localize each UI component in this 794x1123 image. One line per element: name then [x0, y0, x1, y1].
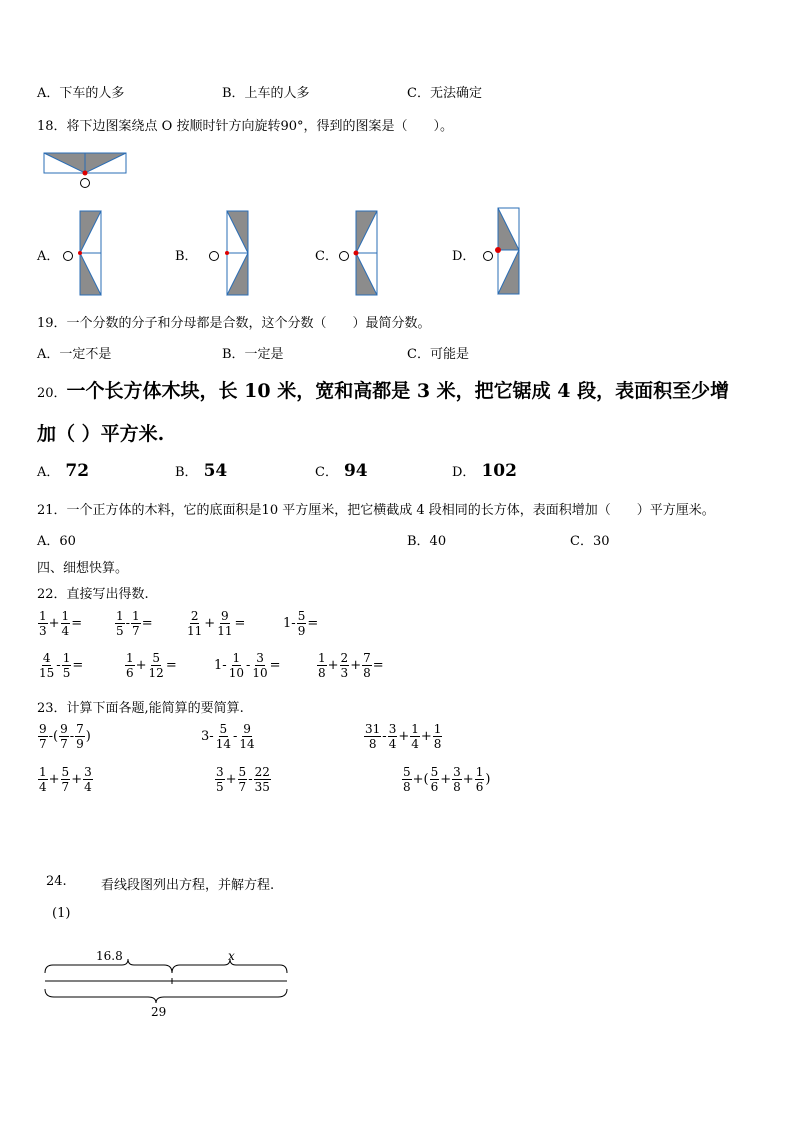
q23-expression-6: $\frac{5}{8}$ +( $\frac{5}{6}$ + $\frac{3}{8}$ + $\frac{1}{6}$ ): [403, 765, 491, 794]
question-20-line2: 加（ ）平方米.: [37, 423, 165, 445]
q18-label-c: C．: [315, 249, 338, 264]
q18-option-a-figure: [58, 208, 108, 298]
q22-expression-4: 1 - $\frac{5}{9}$ =: [283, 609, 319, 638]
question-22-stem: 22．直接写出得数.: [37, 587, 149, 602]
question-23-stem: 23．计算下面各题,能简算的要简算.: [37, 701, 244, 716]
q20-option-c: C． 94: [315, 461, 368, 481]
q22-expression-1: $\frac{1}{3}$ + $\frac{1}{4}$ =: [39, 609, 83, 638]
option-a: A．下车的人多: [37, 86, 125, 101]
q22-expression-6: $\frac{1}{6}$ + $\frac{5}{12}$ =: [126, 651, 177, 680]
q22-expression-2: $\frac{1}{5}$ - $\frac{1}{7}$ =: [116, 609, 153, 638]
q23-expression-3: $\frac{31}{8}$ - $\frac{3}{4}$ + $\frac{1}{4}$ + $\frac{1}{8}$: [365, 722, 442, 751]
q18-label-d: D．: [452, 249, 476, 264]
option-c: C．无法确定: [407, 86, 482, 101]
q21-option-a: A．60: [37, 534, 76, 549]
q19-option-a: A．一定不是: [37, 347, 112, 362]
q18-option-d-figure: [476, 205, 526, 297]
q18-label-a: A．: [37, 249, 60, 264]
q24-part-1-label: (1): [52, 906, 71, 921]
q23-expression-2: 3 - $\frac{5}{14}$ - $\frac{9}{14}$: [201, 722, 255, 751]
diagram-left-label: 16.8: [96, 949, 123, 963]
option-b: B．上车的人多: [222, 86, 310, 101]
q20-option-b: B． 54: [175, 461, 228, 481]
diagram-total-label: 29: [151, 1005, 167, 1019]
question-19-stem: 19．一个分数的分子和分母都是合数，这个分数（ ）最简分数。: [37, 316, 431, 331]
q18-original-figure: [40, 150, 132, 190]
q18-option-c-figure: [333, 208, 383, 298]
q22-expression-7: 1 - $\frac{1}{10}$ - $\frac{3}{10}$ =: [214, 651, 281, 680]
q21-option-b: B．40: [407, 534, 447, 549]
q20-number: 20．: [37, 386, 67, 401]
question-24-stem: 看线段图列出方程，并解方程.: [101, 878, 275, 893]
q21-option-c: C．30: [570, 534, 610, 549]
q22-expression-5: $\frac{4}{15}$ - $\frac{1}{5}$ =: [39, 651, 84, 680]
q20-text-line1: 一个长方体木块，长 10 米，宽和高都是 3 米，把它锯成 4 段，表面积至少增: [66, 380, 730, 402]
q24-line-segment-diagram: [40, 945, 300, 1025]
q20-option-d: D． 102: [452, 461, 517, 481]
question-24-number: 24.: [46, 874, 67, 889]
q18-option-b-figure: [205, 208, 255, 298]
question-18-stem: 18．将下边图案绕点 O 按顺时针方向旋转90°，得到的图案是（ ）。: [37, 119, 454, 134]
q19-option-c: C．可能是: [407, 347, 469, 362]
question-21-stem: 21．一个正方体的木料，它的底面积是10 平方厘米，把它横截成 4 段相同的长方体，表面积增加（ ）平方厘米。: [37, 503, 715, 518]
question-20-line1: [37, 376, 729, 403]
q22-expression-8: $\frac{1}{8}$ + $\frac{2}{3}$ + $\frac{7}{8}$ =: [318, 651, 384, 680]
diagram-right-label: x: [228, 949, 235, 963]
section-4-heading: 四、细想快算。: [37, 561, 129, 576]
q23-expression-4: $\frac{1}{4}$ + $\frac{5}{7}$ + $\frac{3}{4}$: [39, 765, 92, 794]
q19-option-b: B．一定是: [222, 347, 284, 362]
q18-label-b: B．: [175, 249, 198, 264]
q22-expression-3: $\frac{2}{11}$ + $\frac{9}{11}$ =: [187, 609, 246, 638]
q23-expression-5: $\frac{3}{5}$ + $\frac{5}{7}$ - $\frac{22}{35}$: [216, 765, 270, 794]
q20-option-a: A． 72: [37, 461, 90, 481]
q23-expression-1: $\frac{9}{7}$ -( $\frac{9}{7}$ - $\frac{7}{9}$ ): [39, 722, 91, 751]
